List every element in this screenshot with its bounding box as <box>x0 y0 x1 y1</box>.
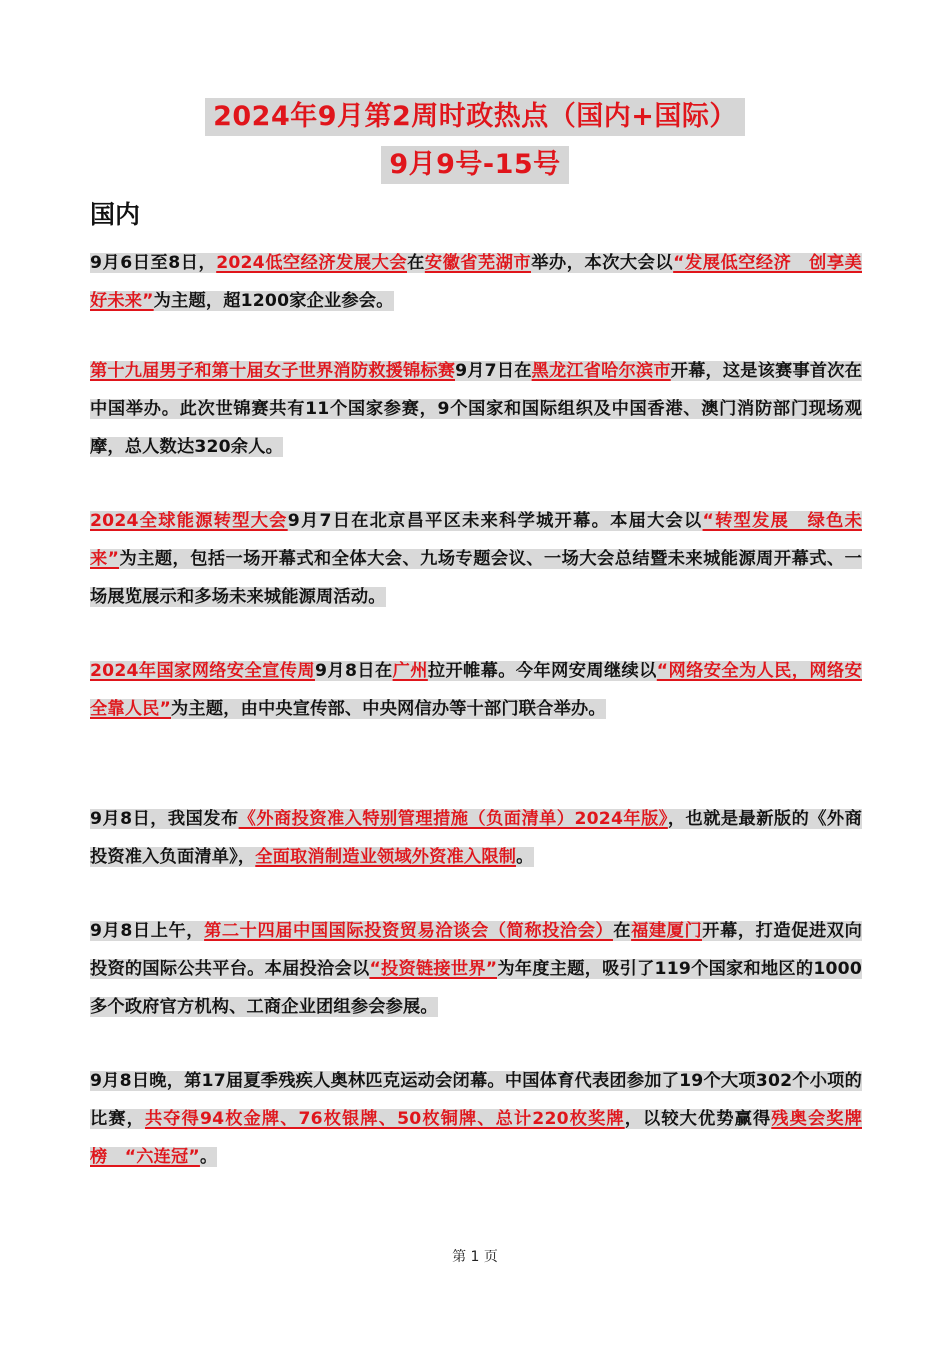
highlighted-keyword: 《外商投资准入特别管理措施（负面清单）2024年版》 <box>238 809 668 829</box>
page-number-footer: 第 1 页 <box>452 1249 498 1265</box>
highlighted-keyword: 2024全球能源转型大会 <box>90 511 288 531</box>
highlighted-keyword: “网络安全为人民，网络安全靠人民” <box>90 661 863 719</box>
paragraph-text: ，以较大优势赢得 <box>624 1109 772 1129</box>
document-title: 2024年9月第2周时政热点（国内+国际） <box>205 98 745 136</box>
paragraph-text: 举办，本次大会以 <box>531 253 674 273</box>
highlighted-keyword: “投资链接世界” <box>369 959 498 979</box>
highlighted-keyword: “转型发展 绿色未来” <box>90 511 862 569</box>
title-line-2-wrap <box>0 146 950 184</box>
paragraph-text: 拉开帷幕。今年网安周继续以 <box>427 661 657 681</box>
paragraph-text: 为年度主题，吸引了119个国家和地区的1000多个政府官方机构、工商企业团组参会参展。 <box>90 959 862 1017</box>
paragraph-text: 为主题，包括一场开幕式和全体大会、九场专题会议、一场大会总结暨未来城能源周开幕式、一场展览展示和多场未来城能源周活动。 <box>90 549 862 607</box>
paragraph-text: ，也就是最新版的《外商投资准入负面清单》， <box>90 809 862 867</box>
paragraph-text: 为主题，由中央宣传部、中央网信办等十部门联合举办。 <box>171 699 606 719</box>
paragraph-text: 为主题，超1200家企业参会。 <box>153 291 394 311</box>
paragraph-text: 9月7日在北京昌平区未来科学城开幕。本届大会以 <box>287 511 703 531</box>
news-paragraph <box>90 244 862 320</box>
news-paragraph <box>90 912 862 1026</box>
highlighted-keyword: 福建厦门 <box>631 921 703 941</box>
highlighted-keyword: 黑龙江省哈尔滨市 <box>531 361 671 381</box>
paragraph-text: 。 <box>516 847 534 867</box>
highlighted-keyword: 全面取消制造业领域外资准入限制 <box>255 847 517 867</box>
news-paragraph <box>90 1062 862 1176</box>
section-heading-domestic: 国内 <box>90 200 141 229</box>
paragraph-text: 9月7日在 <box>455 361 532 381</box>
paragraph-text: 9月8日在 <box>314 661 393 681</box>
highlighted-keyword: 共夺得94枚金牌、76枚银牌、50枚铜牌、总计220枚奖牌 <box>144 1109 625 1129</box>
paragraph-text: 。 <box>199 1147 218 1167</box>
highlighted-keyword: 第二十四届中国国际投资贸易洽谈会（简称投洽会） <box>204 921 614 941</box>
news-paragraph <box>90 352 862 466</box>
paragraph-text: 9月8日晚，第17届夏季残疾人奥林匹克运动会闭幕。中国体育代表团参加了19个大项302个小项的比赛， <box>90 1071 862 1129</box>
title-line-1-wrap <box>0 98 950 136</box>
paragraph-text: 9月8日上午， <box>90 921 205 941</box>
news-paragraph <box>90 502 862 616</box>
highlighted-keyword: 第十九届男子和第十届女子世界消防救援锦标赛 <box>90 361 456 381</box>
document-date-range: 9月9号-15号 <box>381 146 568 184</box>
paragraph-text: 9月8日，我国发布 <box>90 809 239 829</box>
paragraph-text: 开幕，打造促进双向投资的国际公共平台。本届投洽会以 <box>90 921 862 979</box>
highlighted-keyword: 广州 <box>392 661 428 681</box>
news-paragraph <box>90 800 862 876</box>
news-paragraph <box>90 652 862 728</box>
highlighted-keyword: 2024低空经济发展大会 <box>216 253 408 273</box>
paragraph-text: 开幕，这是该赛事首次在中国举办。此次世锦赛共有11个国家参赛，9个国家和国际组织及中国香港、澳门消防部门现场观摩，总人数达320余人。 <box>90 361 862 457</box>
paragraph-text: 在 <box>407 253 425 273</box>
highlighted-keyword: “发展低空经济 创享美好未来” <box>90 253 862 311</box>
paragraph-text: 9月6日至8日， <box>90 253 217 273</box>
highlighted-keyword: 残奥会奖牌榜 “六连冠” <box>90 1109 862 1167</box>
paragraph-text: 在 <box>613 921 632 941</box>
highlighted-keyword: 安徽省芜湖市 <box>424 253 532 273</box>
highlighted-keyword: 2024年国家网络安全宣传周 <box>90 661 315 681</box>
